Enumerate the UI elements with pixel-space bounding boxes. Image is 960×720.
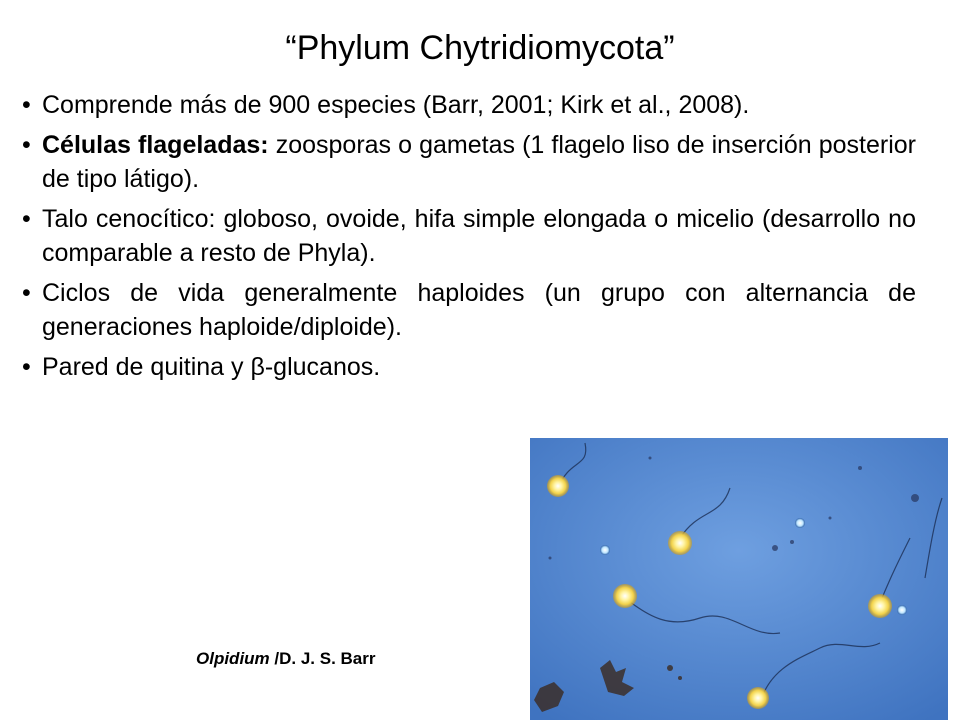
bullet-text: zoosporas o gametas (1 flagelo liso de inserción posterior de tipo látigo). <box>42 131 916 193</box>
caption-credit: /D. J. S. Barr <box>269 649 376 668</box>
caption-genus: Olpidium <box>196 649 270 668</box>
bullet-item <box>22 276 916 344</box>
figure-caption <box>196 648 376 670</box>
bullet-dot: • <box>22 353 31 381</box>
micrograph-photo <box>530 438 948 720</box>
slide-title: “Phylum Chytridiomycota” <box>285 29 675 67</box>
bullet-dot: • <box>22 279 31 307</box>
micrograph-illustration <box>530 438 948 720</box>
bullet-item <box>22 128 916 196</box>
bullet-dot: • <box>22 91 31 119</box>
bullet-dot: • <box>22 131 31 159</box>
bullet-dot: • <box>22 205 31 233</box>
bullet-text: Pared de quitina y β-glucanos. <box>42 353 381 381</box>
bullet-item <box>22 202 916 270</box>
bullet-item <box>22 88 916 122</box>
bullet-item <box>22 350 916 384</box>
bullet-text: Comprende más de 900 especies (Barr, 2001; Kirk et al., 2008). <box>42 91 750 119</box>
bullet-bold-term: Células flageladas: <box>42 131 269 159</box>
bullet-list <box>22 88 916 390</box>
bullet-text: Talo cenocítico: globoso, ovoide, hifa simple elongada o micelio (desarrollo no comparable a resto de Phyla). <box>42 205 916 267</box>
bullet-text: Ciclos de vida generalmente haploides (un grupo con alternancia de generaciones haploide/diploide). <box>42 279 916 341</box>
